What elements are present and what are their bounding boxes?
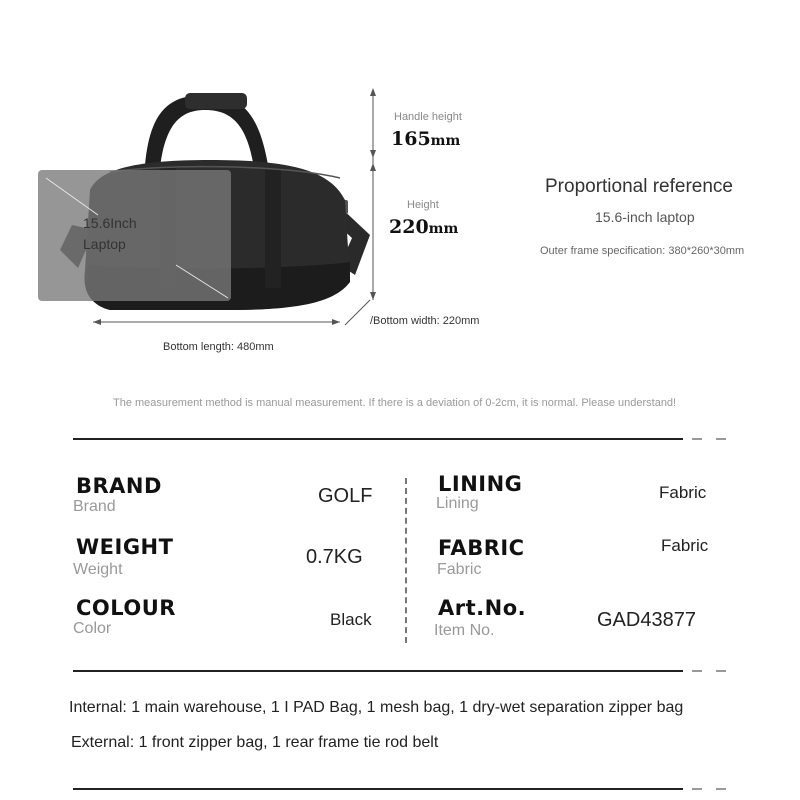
handle-height-label: Handle height (394, 111, 462, 123)
divider-top-dash-2 (716, 438, 726, 440)
proportion-spec: Outer frame specification: 380*260*30mm (540, 245, 745, 257)
spec-weight-value: 0.7KG (306, 546, 363, 568)
spec-fabric-title: FABRIC (438, 536, 525, 560)
spec-lining-sub: Lining (436, 495, 479, 512)
bottom-length-label: Bottom length: 480mm (163, 341, 274, 353)
laptop-overlay (38, 170, 231, 301)
spec-artno-title: Art.No. (438, 596, 527, 620)
laptop-label-size: 15.6Inch (83, 215, 137, 231)
height-unit: mm (428, 221, 459, 237)
spec-lining-value: Fabric (659, 483, 707, 502)
spec-colour-sub: Color (73, 620, 112, 637)
bottom-width-label: /Bottom width: 220mm (370, 315, 480, 327)
spec-lining-title: LINING (438, 472, 523, 496)
spec-column-divider (405, 478, 407, 643)
divider-middle-dash-2 (716, 670, 726, 672)
spec-fabric-sub: Fabric (437, 561, 482, 578)
laptop-label-type: Laptop (83, 236, 126, 252)
spec-colour-title: COLOUR (76, 596, 176, 620)
feature-internal: Internal: 1 main warehouse, 1 I PAD Bag, 1 mesh bag, 1 dry-wet separation zipper bag (69, 699, 684, 716)
handle-height-value (391, 128, 460, 150)
divider-bottom-dash-1 (692, 788, 702, 790)
height-label: Height (407, 199, 439, 211)
feature-external: External: 1 front zipper bag, 1 rear frame tie rod belt (71, 734, 439, 751)
divider-middle-dash-1 (692, 670, 702, 672)
product-illustration (0, 0, 800, 380)
spec-brand-sub: Brand (73, 498, 116, 515)
proportion-subtitle: 15.6-inch laptop (595, 209, 695, 225)
spec-brand-title: BRAND (76, 474, 162, 498)
divider-middle (73, 670, 683, 672)
divider-top-dash-1 (692, 438, 702, 440)
divider-bottom-dash-2 (716, 788, 726, 790)
height-number: 220 (389, 216, 429, 238)
divider-top (73, 438, 683, 440)
handle-height-number: 165 (391, 128, 431, 150)
measurement-note: The measurement method is manual measurement. If there is a deviation of 0-2cm, it is normal. Please understand! (113, 397, 677, 409)
spec-artno-value: GAD43877 (597, 609, 696, 631)
proportion-title: Proportional reference (545, 176, 733, 197)
laptop-icon (38, 170, 231, 301)
spec-brand-value: GOLF (318, 485, 373, 507)
handle-height-unit: mm (430, 133, 461, 149)
spec-colour-value: Black (330, 610, 372, 629)
spec-weight-sub: Weight (73, 561, 123, 578)
height-value (389, 216, 458, 238)
spec-artno-sub: Item No. (434, 622, 495, 639)
spec-fabric-value: Fabric (661, 536, 709, 555)
spec-weight-title: WEIGHT (76, 535, 174, 559)
divider-bottom (73, 788, 683, 790)
